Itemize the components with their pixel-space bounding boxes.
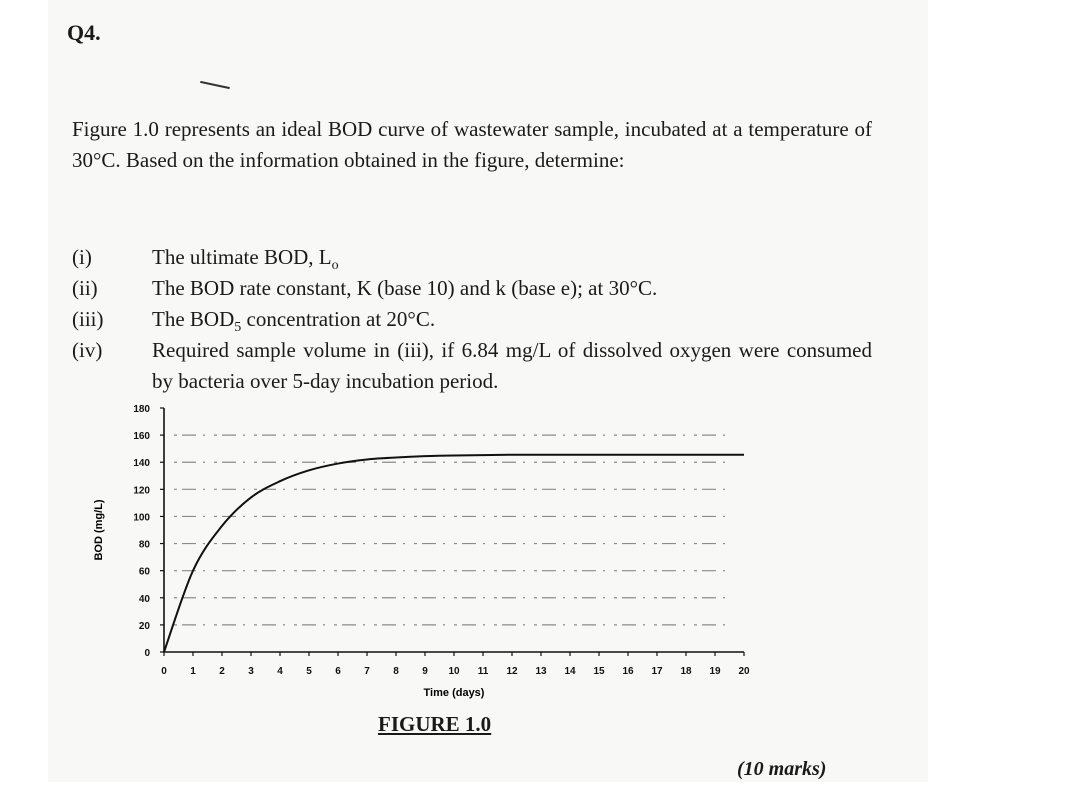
y-axis-label: BOD (mg/L) [93,499,105,561]
y-tick-label: 140 [133,458,150,470]
question-item-iv [72,335,872,397]
y-tick-label: 120 [133,485,150,497]
x-tick-label: 13 [535,666,547,677]
x-tick-label: 12 [506,666,518,677]
x-tick-label: 2 [219,666,225,677]
x-tick-label: 8 [393,666,399,677]
x-tick-label: 3 [248,666,254,677]
y-tick-label: 100 [133,512,150,524]
y-tick-label: 160 [133,431,150,443]
x-tick-label: 5 [306,666,312,677]
x-tick-label: 11 [477,666,489,677]
x-tick-label: 17 [651,666,663,677]
x-tick-label: 19 [709,666,721,677]
y-tick-label: 80 [138,539,150,551]
question-number: Q4. [67,20,101,45]
chart-axes [164,408,744,652]
x-tick-label: 7 [364,666,370,677]
chart-ticks [133,404,750,677]
question-items [72,242,872,397]
y-tick-label: 60 [138,566,150,578]
x-tick-label: 1 [190,666,196,677]
y-tick-label: 20 [138,620,150,632]
item-text: Required sample volume in (iii), if 6.84 mg/L of dissolved oxygen were consumed by bacteria over 5-day incubation period. [152,338,872,393]
item-number: (iii) [72,307,104,331]
y-tick-label: 0 [144,648,150,659]
x-tick-label: 9 [422,666,428,677]
y-tick-label: 180 [133,404,150,415]
item-number: (iv) [72,338,103,362]
x-tick-label: 15 [593,666,605,677]
x-axis-label: Time (days) [423,687,485,699]
item-number: (ii) [72,276,98,300]
x-tick-label: 20 [738,666,750,677]
item-text: The BOD rate constant, K (base 10) and k (base e); at 30°C. [152,276,658,300]
question-item-ii [72,273,872,304]
bod-curve-line [164,455,744,652]
figure-caption: FIGURE 1.0 [378,712,492,736]
question-intro: Figure 1.0 represents an ideal BOD curve of wastewater sample, incubated at a temperature of 30°C. Based on the information obtained in the figure, determine: [72,117,872,172]
chart-series [164,455,744,652]
x-tick-label: 14 [564,666,576,677]
bod-curve-chart [80,396,770,708]
item-text: The ultimate BOD, $L_o$ [152,245,339,274]
x-tick-label: 10 [448,666,460,677]
marks-label: (10 marks) [737,758,827,780]
item-text: The $BOD_5$ concentration at 20°C. [152,307,436,336]
x-tick-label: 4 [277,666,283,677]
y-tick-label: 40 [138,593,150,605]
x-tick-label: 6 [335,666,341,677]
x-tick-label: 0 [161,666,167,677]
item-number: (i) [72,245,92,269]
question-item-iii [72,304,872,335]
question-item-i [72,242,872,273]
x-tick-label: 18 [680,666,692,677]
x-tick-label: 16 [622,666,634,677]
chart-gridlines [174,435,734,625]
